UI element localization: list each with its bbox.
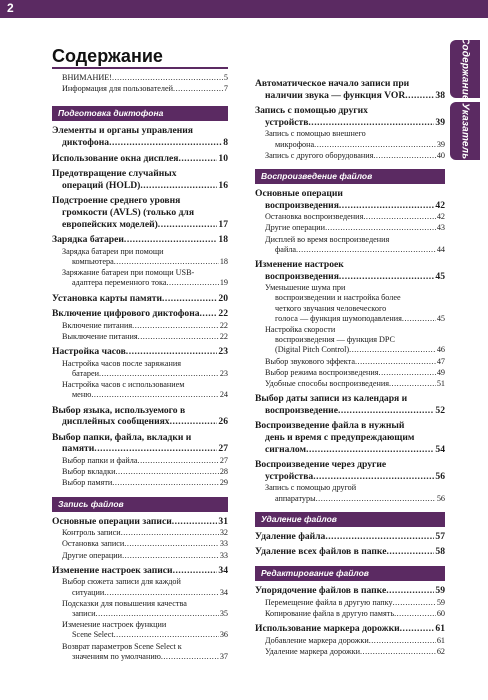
page-ref: 19 [219, 278, 228, 288]
section-header: Редактирование файлов [255, 566, 445, 581]
toc-entry[interactable] [52, 346, 228, 358]
toc-entry[interactable] [52, 234, 228, 246]
toc-subentry[interactable] [52, 551, 228, 561]
page-ref: 60 [436, 608, 445, 618]
page-ref: 56 [436, 493, 445, 503]
toc-subentry[interactable] [52, 73, 228, 83]
page-ref: 22 [219, 331, 228, 341]
entry-title-line: Настройка часов ..... [52, 346, 217, 358]
entry-title-line: операций (HOLD) ..... [62, 180, 217, 192]
entry-title-line: Удаление файла ..... [255, 531, 434, 543]
toc-subentry[interactable] [52, 321, 228, 331]
page-ref: 61 [436, 635, 445, 645]
page-ref: 23 [219, 368, 228, 378]
page-ref: 59 [436, 597, 445, 607]
toc-entry[interactable] [255, 531, 445, 543]
page-ref: 40 [436, 150, 445, 160]
entry-title-line: Воспроизведение через другие [255, 459, 387, 471]
toc-entry[interactable] [255, 585, 445, 597]
page-ref: 24 [219, 390, 228, 400]
page-number: 2 [7, 1, 14, 15]
entry-title-line: аппаратуры ..... [275, 494, 436, 504]
page-ref: 17 [218, 218, 228, 230]
entry-title-line: Использование маркера дорожки ..... [255, 623, 434, 635]
top-bar [0, 0, 488, 18]
toc-subentry[interactable] [255, 235, 445, 255]
toc-subentry[interactable] [52, 620, 228, 640]
entry-title-line: Предотвращение случайных [52, 168, 177, 180]
entry-title-line: европейских моделей) ..... [62, 219, 217, 231]
toc-subentry[interactable] [52, 247, 228, 267]
entry-title-line: Использование окна дисплея ..... [52, 153, 217, 165]
page-ref: 51 [436, 379, 445, 388]
page-ref: 39 [436, 139, 445, 149]
entry-title-line: Выключение питания ..... [62, 332, 219, 342]
toc-subentry[interactable] [255, 598, 445, 608]
toc-subentry[interactable] [52, 359, 228, 379]
toc-subentry[interactable] [255, 129, 445, 149]
entry-title-line: Удобные способы воспроизведения ..... [265, 379, 436, 389]
entry-title-line: адаптера переменного тока ..... [72, 278, 219, 288]
toc-entry[interactable] [255, 459, 445, 482]
page-ref: 16 [218, 179, 228, 191]
tab-index-label: Указатель [459, 102, 471, 160]
entry-title-line: Удаление маркера дорожки ..... [265, 647, 436, 657]
entry-title-line: воспроизведения — функция DPC [275, 335, 395, 345]
toc-entry[interactable] [255, 105, 445, 128]
toc-subentry[interactable] [255, 325, 445, 356]
entry-title-line: Уменьшение шума при [265, 283, 346, 293]
entry-title-line: Настройка часов после заряжания [62, 358, 181, 368]
page-ref: 33 [219, 550, 228, 560]
entry-title-line: памяти ..... [62, 443, 217, 455]
entry-title-line: Включение цифрового диктофона ..... [52, 308, 217, 320]
section-header: Подготовка диктофона [52, 106, 228, 121]
entry-title-line: Основные операции [255, 187, 343, 199]
entry-title-line: Зарядка батареи при помощи [62, 246, 164, 256]
entry-title-line: воспроизведение ..... [265, 405, 434, 417]
page-title: Содержание [52, 46, 163, 66]
entry-title-line: файла ..... [275, 245, 436, 255]
entry-title-line: Изменение настроек записи ..... [52, 565, 217, 577]
entry-title-line: Изменение настроек функции [62, 620, 167, 630]
toc-subentry[interactable] [52, 467, 228, 477]
entry-title-line: Контроль записи ..... [62, 528, 219, 538]
entry-title-line: микрофона ..... [275, 140, 436, 150]
page-ref: 54 [435, 443, 445, 455]
page-ref: 31 [218, 515, 228, 527]
entry-title-line: Подстроение среднего уровня [52, 195, 181, 207]
entry-title-line: Остановка воспроизведения ..... [265, 212, 436, 222]
entry-title-line: устройства ..... [265, 471, 434, 483]
page-ref: 18 [218, 234, 228, 246]
entry-title-line: наличии звука — функция VOR ..... [265, 90, 434, 102]
entry-title-line: Выбор вкладки ..... [62, 467, 219, 477]
toc-subentry[interactable] [52, 268, 228, 288]
toc-entry[interactable] [52, 405, 228, 428]
entry-title-line: Установка карты памяти ..... [52, 293, 217, 305]
entry-title-line: Другие операции ..... [265, 223, 436, 233]
toc-entry[interactable] [255, 188, 445, 211]
entry-title-line: Включение питания ..... [62, 321, 219, 331]
page-ref: 36 [219, 630, 228, 640]
toc-subentry[interactable] [255, 483, 445, 503]
page-ref: 23 [218, 346, 228, 358]
entry-title-line: Автоматическое начало записи при [255, 78, 410, 89]
toc-subentry[interactable] [52, 380, 228, 400]
page-ref: 22 [219, 320, 228, 330]
entry-title-line: ВНИМАНИЕ! ..... [62, 73, 223, 83]
toc-entry[interactable] [52, 153, 228, 165]
entry-title-line: воспроизведении и настройка более [275, 293, 401, 303]
entry-title-line: Выбор языка, используемого в [52, 404, 186, 416]
page-ref: 43 [436, 223, 445, 233]
page-ref: 45 [435, 270, 445, 282]
page-ref: 34 [219, 587, 228, 597]
page-ref: 34 [218, 564, 228, 576]
toc-subentry[interactable] [255, 357, 445, 367]
toc-subentry[interactable] [255, 636, 445, 646]
entry-title-line: ситуации ..... [72, 588, 219, 598]
toc-entry[interactable] [52, 125, 228, 148]
toc-subentry[interactable] [255, 379, 445, 389]
entry-title-line: день и время с предупреждающим [265, 431, 415, 443]
entry-title-line: громкости (AVLS) (только для [62, 206, 195, 218]
toc-subentry[interactable] [255, 151, 445, 161]
page-ref: 42 [436, 212, 445, 222]
page-ref: 45 [436, 313, 445, 323]
entry-title-line: Настройка скорости [265, 324, 336, 334]
entry-title-line: Выбор сюжета записи для каждой [62, 577, 181, 587]
page-ref: 26 [218, 416, 228, 428]
page-ref: 29 [219, 478, 228, 488]
page-ref: 56 [435, 470, 445, 482]
entry-title-line: Добавление маркера дорожки ..... [265, 636, 436, 646]
toc-right-column [255, 74, 445, 657]
entry-title-line: значениям по умолчанию ..... [72, 652, 219, 662]
toc-subentry[interactable] [52, 539, 228, 549]
entry-title-line: Запись с помощью других [255, 105, 368, 117]
title-rule [52, 67, 228, 69]
tab-index[interactable] [450, 102, 480, 160]
page-ref: 35 [219, 608, 228, 618]
page-ref: 42 [435, 199, 445, 211]
entry-title-line: воспроизведения ..... [265, 200, 434, 212]
toc-subentry[interactable] [52, 456, 228, 466]
entry-title-line: компьютера ..... [72, 257, 219, 267]
toc-subentry[interactable] [255, 609, 445, 619]
page-ref: 47 [436, 356, 445, 366]
toc-subentry[interactable] [52, 332, 228, 342]
page-ref: 7 [223, 84, 228, 94]
entry-title-line: Заряжание батареи при помощи USB- [62, 268, 195, 278]
entry-title-line: Запись с помощью другой [265, 483, 357, 493]
toc-entry[interactable] [52, 168, 228, 191]
entry-title-line: Информация для пользователей ..... [62, 84, 223, 94]
toc-left-column [52, 73, 228, 662]
toc-subentry[interactable] [255, 223, 445, 233]
entry-title-line: Выбор звукового эффекта ..... [265, 357, 436, 367]
entry-title-line: Изменение настроек [255, 258, 344, 270]
entry-title-line: Выбор режима воспроизведения ..... [265, 368, 436, 378]
page-ref: 37 [219, 651, 228, 661]
entry-title-line: Зарядка батареи ..... [52, 234, 217, 246]
page-ref: 57 [435, 530, 445, 542]
page-ref: 52 [435, 404, 445, 416]
toc-subentry[interactable] [52, 642, 228, 662]
entry-title-line: дисплейных сообщениях ..... [62, 416, 217, 428]
page-ref: 38 [435, 89, 445, 101]
page-ref: 22 [218, 308, 228, 320]
toc-subentry[interactable] [255, 647, 445, 657]
entry-title-line: Выбор памяти ..... [62, 478, 219, 488]
entry-title-line: устройств ..... [265, 117, 434, 129]
toc-entry[interactable] [52, 432, 228, 455]
entry-title-line: меню ..... [72, 390, 219, 400]
entry-title-line: воспроизведения ..... [265, 271, 434, 283]
toc-entry[interactable] [52, 195, 228, 230]
page-ref: 10 [218, 152, 228, 164]
toc-entry[interactable] [52, 565, 228, 577]
section-header: Воспроизведение файлов [255, 169, 445, 184]
entry-title-line: Упорядочение файлов в папке ..... [255, 585, 434, 597]
toc-entry[interactable] [255, 259, 445, 282]
entry-title-line: Запись с помощью внешнего [265, 129, 366, 139]
entry-title-line: батареи ..... [72, 369, 219, 379]
toc-subentry[interactable] [255, 368, 445, 378]
entry-title-line: записи ..... [72, 609, 219, 619]
toc-subentry[interactable] [255, 212, 445, 222]
entry-title-line: Запись с другого оборудования ..... [265, 151, 436, 161]
entry-title-line: Выбор даты записи из календаря и [255, 393, 408, 405]
entry-title-line: Дисплей во время воспроизведения [265, 234, 390, 244]
page-ref: 5 [223, 73, 228, 82]
entry-title-line: Копирование файла в другую память ..... [265, 609, 436, 619]
entry-title-line: диктофона ..... [62, 137, 222, 149]
page-ref: 44 [436, 244, 445, 254]
entry-title-line: Основные операции записи ..... [52, 516, 217, 528]
page-ref: 46 [436, 345, 445, 355]
toc-entry[interactable] [255, 546, 445, 558]
entry-title-line: Перемещение файла в другую папку ..... [265, 598, 436, 608]
entry-title-line: четкого звучания человеческого [275, 303, 387, 313]
entry-title-line: Другие операции ..... [62, 551, 219, 561]
page-ref: 8 [223, 137, 228, 148]
entry-title-line: Scene Select ..... [72, 630, 219, 640]
toc-entry[interactable] [255, 393, 445, 416]
entry-title-line: сигналом ..... [265, 444, 434, 456]
entry-title-line: Остановка записи ..... [62, 539, 219, 549]
page-ref: 58 [435, 546, 445, 558]
entry-title-line: Выбор папки, файла, вкладки и [52, 431, 192, 443]
page-ref: 33 [219, 539, 228, 549]
page-ref: 61 [435, 622, 445, 634]
toc-entry[interactable] [255, 420, 445, 455]
tab-contents[interactable] [450, 37, 480, 101]
page-ref: 20 [218, 292, 228, 304]
toc-subentry[interactable] [52, 599, 228, 619]
toc-subentry[interactable] [52, 478, 228, 488]
page-ref: 49 [436, 367, 445, 377]
toc-entry[interactable] [52, 308, 228, 320]
toc-entry[interactable] [255, 623, 445, 635]
tab-contents-label: Содержание [459, 37, 471, 101]
page-ref: 18 [219, 256, 228, 266]
page-ref: 32 [219, 528, 228, 538]
entry-title-line: Возврат параметров Scene Select к [62, 641, 182, 651]
entry-title-line: Воспроизведение файла в нужный [255, 420, 405, 432]
page-ref: 27 [219, 455, 228, 465]
entry-title-line: (Digital Pitch Control) ..... [275, 345, 436, 355]
toc-entry[interactable] [52, 516, 228, 528]
page-ref: 59 [435, 584, 445, 596]
page-ref: 62 [436, 646, 445, 656]
toc-subentry[interactable] [52, 577, 228, 597]
entry-title-line: Элементы и органы управления [52, 125, 193, 137]
toc-entry[interactable] [255, 78, 445, 101]
toc-entry[interactable] [52, 293, 228, 305]
toc-subentry[interactable] [52, 528, 228, 538]
entry-title-line: голоса — функция шумоподавления ..... [275, 314, 436, 324]
page-ref: 39 [435, 116, 445, 128]
page-ref: 28 [219, 467, 228, 477]
entry-title-line: Выбор папки и файла ..... [62, 456, 219, 466]
entry-title-line: Настройка часов с использованием [62, 380, 185, 390]
toc-subentry[interactable] [255, 283, 445, 324]
entry-title-line: Удаление всех файлов в папке ..... [255, 546, 434, 558]
toc-subentry[interactable] [52, 84, 228, 94]
page-ref: 27 [218, 443, 228, 455]
section-header: Запись файлов [52, 497, 228, 512]
section-header: Удаление файлов [255, 512, 445, 527]
entry-title-line: Подсказки для повышения качества [62, 598, 187, 608]
